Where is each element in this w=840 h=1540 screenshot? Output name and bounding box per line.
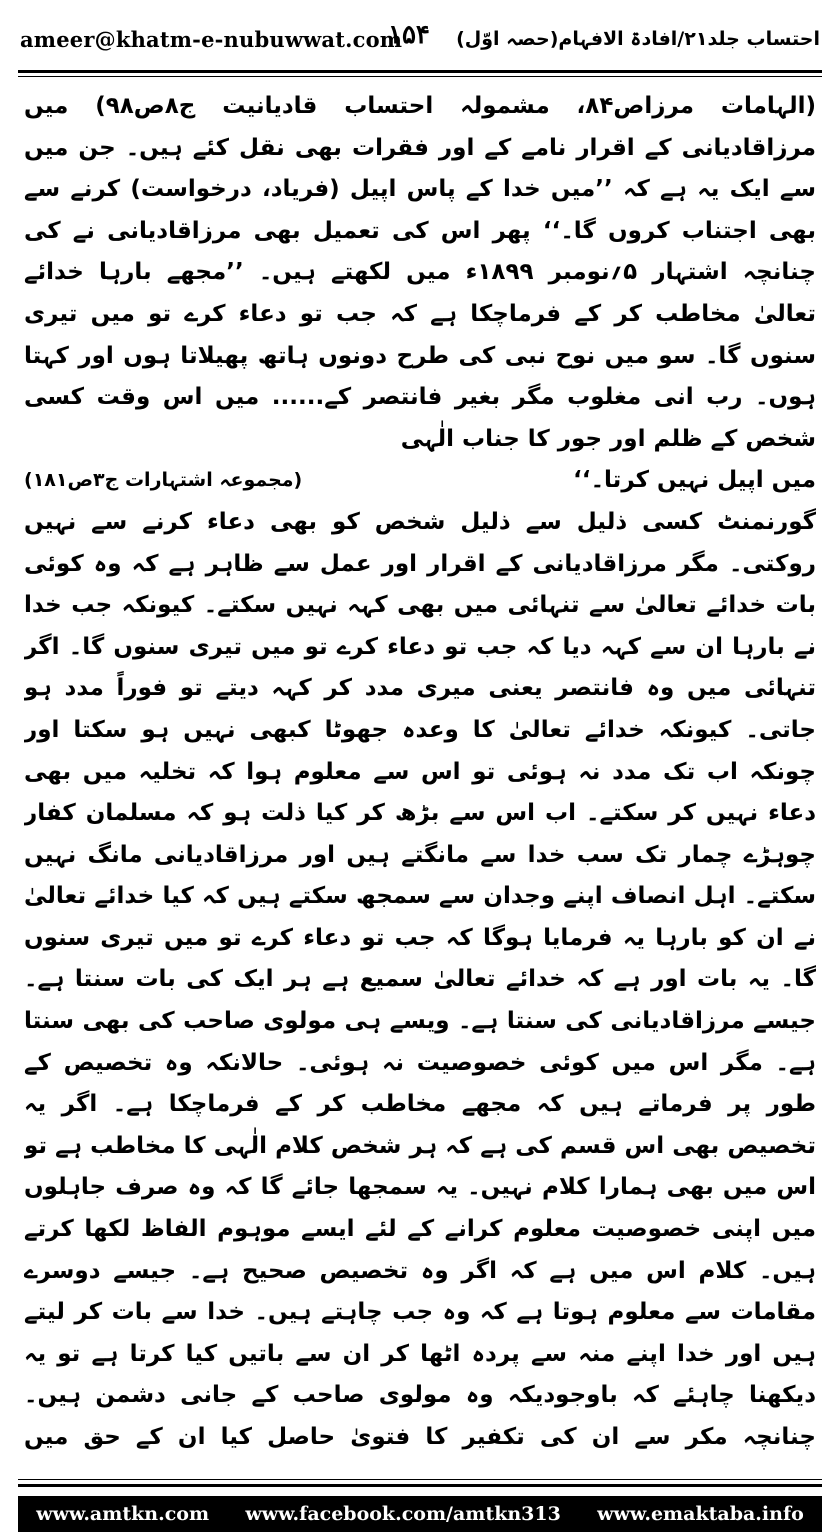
footer-divider-thin [18, 1479, 822, 1480]
paragraph-quote: (الہامات مرزاص۸۴، مشمولہ احتساب قادیانیت ج۸ص۹۸) میں مرزاقادیانی کے اقرار نامے کے اور فقرات بھی نقل کئے ہیں۔ جن میں سے ایک یہ ہے کہ ’’میں خدا کے پاس اپیل (فریاد، درخواست) کرنے سے بھی اجتناب کروں گا۔‘‘ پھر اس کی تعمیل بھی مرزاقادیانی نے کی چنانچہ اشتہار ۵؍نومبر ۱۸۹۹ء میں لکھتے ہیں۔ ’’مجھے بارہا خدائے تعالیٰ مخاطب کر کے فرماچکا ہے کہ جب تو دعاء کرے تو میں تیری سنوں گا۔ سو میں نوح نبی کی طرح دونوں ہاتھ پھیلاتا ہوں اور کہتا ہوں۔ رب انی مغلوب مگر بغیر فانتصر کے...... میں اس وقت کسی شخص کے ظلم اور جور کا جناب الٰہی [24, 93, 816, 452]
header-divider [18, 70, 822, 73]
page-header [20, 10, 820, 68]
footer-link-facebook[interactable]: www.facebook.com/amtkn313 [245, 1503, 561, 1525]
reference-citation: (مجموعہ اشتہارات ج۳ص۱۸۱) [24, 469, 303, 492]
quote-ending-line [24, 460, 816, 502]
header-email: ameer@khatm-e-nubuwwat.com [20, 26, 403, 52]
page-footer [18, 1496, 822, 1532]
footer-link-emaktaba[interactable]: www.emaktaba.info [597, 1503, 804, 1525]
footer-divider [18, 1484, 822, 1487]
header-divider-thin [18, 76, 822, 77]
book-title: احتساب جلد۲۱/افادۃ الافہام(حصہ اوّل) [456, 28, 820, 50]
footer-link-amtkn[interactable]: www.amtkn.com [36, 1503, 210, 1525]
quote-ending: میں اپیل نہیں کرتا۔‘‘ [573, 467, 816, 494]
paragraph-argument: گورنمنٹ کسی ذلیل سے ذلیل شخص کو بھی دعاء کرنے سے نہیں روکتی۔ مگر مرزاقادیانی کے اقرار اور عمل سے ظاہر ہے کہ وہ کوئی بات خدائے تعالیٰ سے تنہائی میں بھی کہہ نہیں سکتے۔ کیونکہ جب خدا نے بارہا ان سے کہہ دیا کہ جب تو دعاء کرے تو میں تیری سنوں گا۔ اگر تنہائی میں وہ فانتصر یعنی میری مدد کر کہہ دیتے تو فوراً مدد ہو جاتی۔ کیونکہ خدائے تعالیٰ کا وعدہ جھوٹا کبھی نہیں ہو سکتا اور چونکہ اب تک مدد نہ ہوئی تو اس سے معلوم ہوا کہ تخلیہ میں بھی دعاء نہیں کر سکتے۔ اب اس سے بڑھ کر کیا ذلت ہو کہ مسلمان کفار چوہڑے چمار تک سب خدا سے مانگتے ہیں اور مرزاقادیانی مانگ نہیں سکتے۔ اہل انصاف اپنے وجدان سے سمجھ سکتے ہیں کہ کیا خدائے تعالیٰ نے ان کو بارہا یہ فرمایا ہوگا کہ جب تو دعاء کرے تو میں تیری سنوں گا۔ یہ بات اور ہے کہ خدائے تعالیٰ سمیع ہے ہر ایک کی بات سنتا ہے۔ جیسے مرزاقادیانی کی سنتا ہے۔ ویسے ہی مولوی صاحب کی بھی سنتا ہے۔ مگر اس میں کوئی خصوصیت نہ ہوئی۔ حالانکہ وہ تخصیص کے طور پر فرماتے ہیں کہ مجھے مخاطب کر کے فرماچکا ہے۔ اگر یہ تخصیص بھی اس قسم کی ہے کہ ہر شخص کلام الٰہی کا مخاطب ہے تو اس میں بھی ہمارا کلام نہیں۔ یہ سمجھا جائے گا کہ وہ صرف جاہلوں میں اپنی خصوصیت معلوم کرانے کے لئے ایسے موہوم الفاظ لکھا کرتے ہیں۔ کلام اس میں ہے کہ اگر وہ تخصیص صحیح ہے۔ جیسے دوسرے مقامات سے معلوم ہوتا ہے کہ وہ جب چاہتے ہیں۔ خدا سے بات کر لیتے ہیں اور خدا اپنے منہ سے پردہ اٹھا کر ان سے باتیں کیا کرتا ہے تو یہ دیکھنا چاہئے کہ باوجودیکہ وہ مولوی صاحب کے جانی دشمن ہیں۔ چنانچہ مکر سے ان کی تکفیر کا فتویٰ حاصل کیا ان کے حق میں [24, 508, 816, 1450]
page-body [24, 86, 816, 1461]
page-number: ۱۵۴ [388, 20, 430, 50]
